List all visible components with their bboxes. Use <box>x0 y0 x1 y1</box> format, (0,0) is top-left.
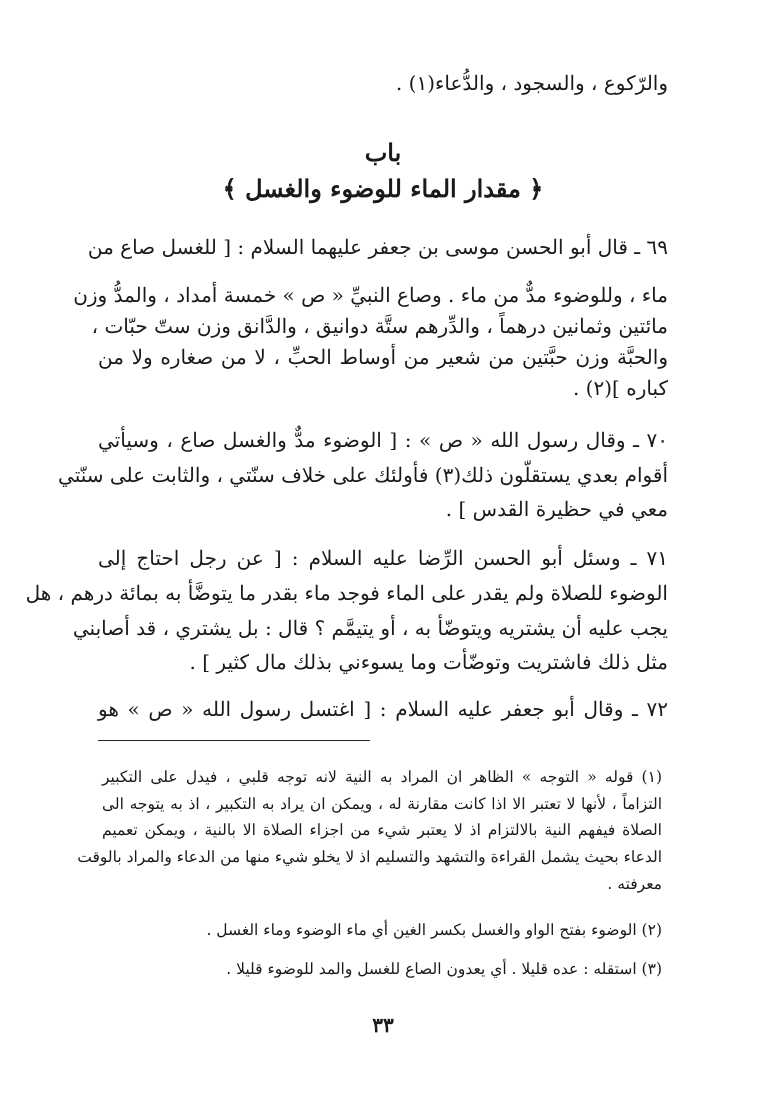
hadith-69-line: كباره ](٢) . <box>572 376 668 400</box>
footnote-1-line: معرفته . <box>607 875 662 893</box>
footnote-1-line: التزاماً ، لأنها لا تعتبر الا اذا كانت مقارنة له ، ويمكن ان يراد به التكبير ، اذ به يتوجه الى <box>102 795 662 813</box>
hadith-71-line: الوضوء للصلاة ولم يقدر على الماء فوجد ماء بقدر ما يتوضَّأ به بمائة درهم ، هل <box>25 581 668 605</box>
chapter-title: ﴿ مقدار الماء للوضوء والغسل ﴾ <box>222 174 544 203</box>
hadith-69-line: مائتين وثمانين درهماً ، والدِّرهم ستَّة دوانيق ، والدَّانق وزن ستّ حبّات ، <box>91 314 668 338</box>
hadith-71-line: ٧١ ـ وسئل أبو الحسن الرِّضا عليه السلام : [ عن رجل احتاج إلى <box>98 546 668 570</box>
page-number: ٣٣ <box>372 1013 394 1037</box>
hadith-69-line: ٦٩ ـ قال أبو الحسن موسى بن جعفر عليهما السلام : [ للغسل صاع من <box>87 235 668 259</box>
footnote-1-line: (١) قوله « التوجه » الظاهر ان المراد به النية لانه توجه قلبي ، فيدل على التكبير <box>102 768 662 786</box>
hadith-71-line: مثل ذلك فاشتريت وتوضّأت وما يسوءني بذلك مال كثير ] . <box>189 650 668 674</box>
footnote-2: (٢) الوضوء بفتح الواو والغسل بكسر الغين أي ماء الوضوء وماء الغسل . <box>206 921 662 939</box>
hadith-72-line: ٧٢ ـ وقال أبو جعفر عليه السلام : [ اغتسل رسول الله « ص » هو <box>98 697 668 721</box>
hadith-70-line: ٧٠ ـ وقال رسول الله « ص » : [ الوضوء مدٌّ والغسل صاع ، وسيأتي <box>98 428 668 452</box>
continuation-line: والرّكوع ، والسجود ، والدُّعاء(١) . <box>395 71 668 95</box>
chapter-heading: باب <box>364 138 402 167</box>
hadith-69-line: ماء ، وللوضوء مدٌّ من ماء . وصاع النبيِّ « ص » خمسة أمداد ، والمدُّ وزن <box>73 283 668 307</box>
hadith-71-line: يجب عليه أن يشتريه ويتوضّأ به ، أو يتيمَّم ؟ قال : بل يشتري ، قد أصابني <box>72 616 668 640</box>
hadith-70-line: معي في حظيرة القدس ] . <box>445 497 668 521</box>
footnote-1-line: الدعاء بحيث يشمل القراءة والتشهد والتسليم اذ لا يخلو شيء منها من الدعاء والمراد بالوقت <box>77 848 662 866</box>
hadith-69-line: والحبَّة وزن حبَّتين من شعير من أوساط الحبِّ ، لا من صغاره ولا من <box>98 345 668 369</box>
hadith-70-line: أقوام بعدي يستقلّون ذلك(٣) فأولئك على خلاف سنّتي ، والثابت على سنّتي <box>58 463 668 487</box>
footnote-separator <box>98 740 370 741</box>
footnote-3: (٣) استقله : عده قليلا . أي يعدون الصاع للغسل والمد للوضوء قليلا . <box>226 960 662 978</box>
footnote-1-line: الصلاة فيفهم النية بالالتزام اذ لا يعتبر شيء من اجزاء الصلاة الا بالنية ، ويمكن تعميم <box>102 821 662 839</box>
